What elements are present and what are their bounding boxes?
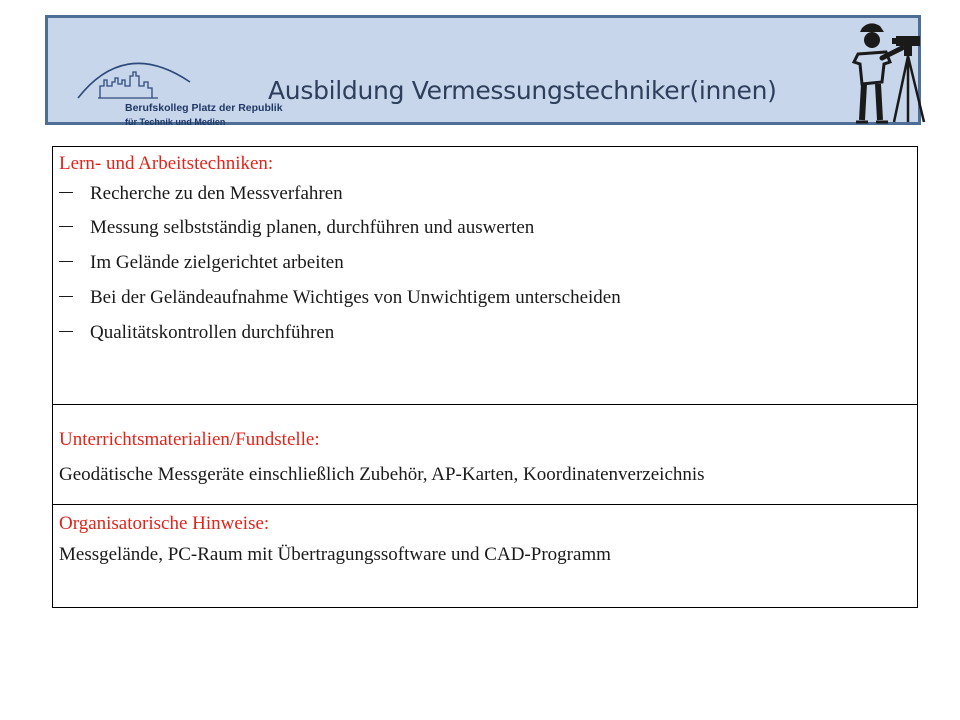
section-heading-materials: Unterrichtsmaterialien/Fundstelle:	[59, 429, 320, 450]
page-title: Ausbildung Vermessungstechniker(innen)	[268, 76, 777, 105]
header-banner	[45, 15, 921, 125]
section-organization	[53, 505, 917, 607]
surveyor-with-theodolite-icon	[848, 18, 928, 126]
organization-text: Messgelände, PC-Raum mit Übertragungssoftware und CAD-Programm	[59, 544, 611, 565]
dash-bullet-icon	[59, 261, 73, 262]
section-learning-techniques	[53, 147, 917, 405]
section-heading-organization: Organisatorische Hinweise:	[59, 513, 270, 534]
section-heading-techniques: Lern- und Arbeitstechniken:	[59, 153, 274, 174]
list-item: Recherche zu den Messverfahren	[59, 174, 917, 204]
dash-bullet-icon	[59, 331, 73, 332]
logo-school-subtitle: für Technik und Medien	[125, 117, 226, 127]
section-materials	[53, 405, 917, 505]
school-logo	[70, 46, 283, 127]
dash-bullet-icon	[59, 226, 73, 227]
list-item: Messung selbstständig planen, durchführen und auswerten	[59, 204, 917, 239]
list-item: Qualitätskontrollen durchführen	[59, 309, 917, 344]
list-item: Im Gelände zielgerichtet arbeiten	[59, 239, 917, 274]
content-table	[52, 146, 918, 608]
dash-bullet-icon	[59, 296, 73, 297]
techniques-list	[59, 174, 917, 344]
logo-school-name: Berufskolleg Platz der Republik	[125, 102, 283, 114]
list-item: Bei der Geländeaufnahme Wichtiges von Unwichtigem unterscheiden	[59, 274, 917, 309]
materials-text: Geodätische Messgeräte einschließlich Zubehör, AP-Karten, Koordinatenverzeichnis	[59, 464, 705, 485]
dash-bullet-icon	[59, 192, 73, 193]
